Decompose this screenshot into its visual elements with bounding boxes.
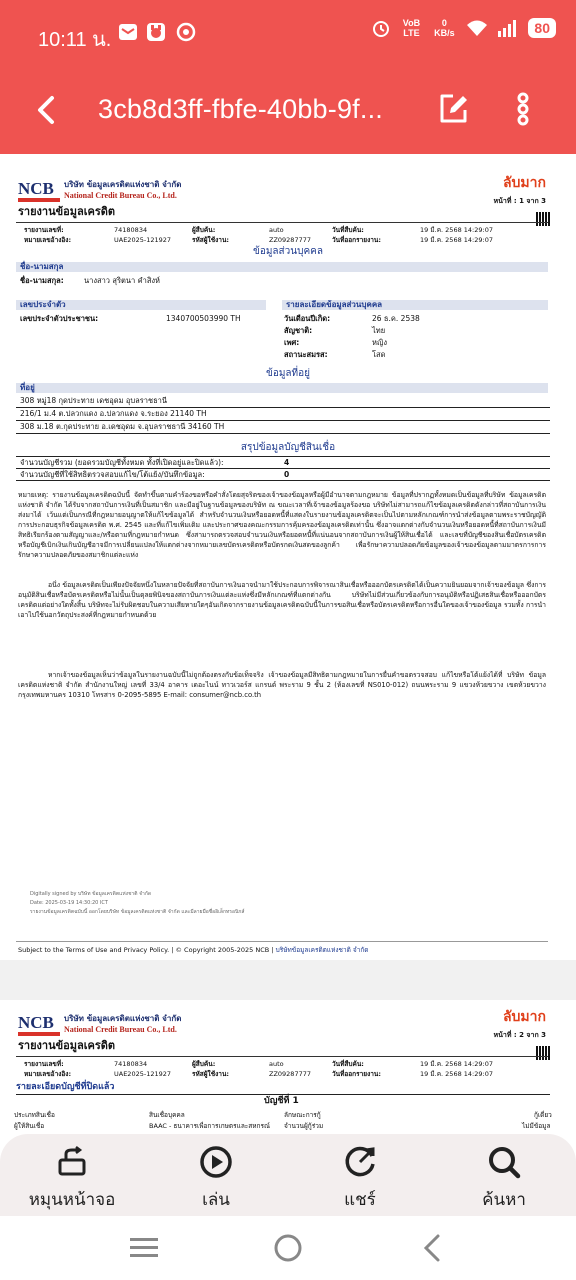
header-field: รหัสผู้ใช้งาน:	[192, 1070, 230, 1078]
account-title: บัญชีที่ 1	[264, 1096, 299, 1106]
qr-code	[536, 212, 550, 226]
ncb-logo: NCB	[18, 180, 60, 204]
header-field: วันที่สืบค้น:	[332, 1060, 364, 1068]
page-number: หน้าที่ : 2 จาก 3	[493, 1031, 546, 1039]
header-field: วันที่ออกรายงาน:	[332, 236, 381, 244]
summary-label: จำนวนบัญชีรวม (ยอดรวมบัญชีทั้งหมด ทั้งที่เปิดอยู่และปิดแล้ว):	[20, 458, 224, 467]
header-value: ZZ09287777	[269, 1070, 311, 1078]
github-notification-icon	[146, 22, 166, 42]
detail-field: สถานะสมรส:	[284, 350, 328, 359]
header-value: auto	[269, 1060, 284, 1068]
disclaimer-paragraph: อนึ่ง ข้อมูลเครดิตเป็นเพียงปัจจัยหนึ่งในหลายปัจจัยที่สถาบันการเงินอาจนำมาใช้ประกอบการพิจารณาสินเชื่อหรือออกบัตรเครดิตได้เป็นความยินยอมจากเจ้าของข้อมูล ซึ่งการอนุมัติสินเชื่อหรือบัตรเครดิตหรือไม่นั้นเป็นดุลยพินิจของสถาบันการเงินแต่ละแห่งซึ่งมีหลักเกณฑ์ที่แตกต่างกัน บริษัทไม่มีส่วนเกี่ยวข้องกับการอนุมัติหรือปฏิเสธสินเชื่อหรือออกบัตรเครดิตแต่อย่างใดทั้งสิ้น บริษัทจะไม่รับผิดชอบในความเสียหายใดๆอันเกิดจากรายงานข้อมูลเครดิตฉบับนี้ในการขอสินเชื่อหรือบัตรเครดิตหรือการอื่นใดของเจ้าของข้อมูล รวมทั้ง การนำเอาไปใช้นอกวัตถุประสงค์ที่กฎหมายกำหนดด้วย	[18, 581, 546, 619]
mail-notification-icon	[118, 22, 138, 42]
header-value: 19 มี.ค. 2568 14:29:07	[420, 1070, 493, 1078]
address-row: 216/1 ม.4 ต.ปลวกแดง อ.ปลวกแดง จ.ระยอง 21140 TH	[20, 409, 207, 418]
battery-level: 80	[528, 18, 556, 38]
divider	[16, 480, 550, 481]
wifi-icon	[466, 18, 488, 38]
id-heading: เลขประจำตัว	[16, 300, 266, 310]
rotate-screen-button[interactable]	[12, 1144, 132, 1213]
detail-field: สัญชาติ:	[284, 326, 313, 335]
detail-value: โสด	[372, 350, 386, 359]
play-icon	[198, 1144, 234, 1180]
closed-accounts-heading: รายละเอียดบัญชีที่ปิดแล้ว	[16, 1082, 115, 1092]
account-value: ไม่มีข้อมูล	[522, 1122, 551, 1130]
detail-value: 26 ธ.ค. 2538	[372, 314, 420, 323]
header-field: วันที่ออกรายงาน:	[332, 1070, 381, 1078]
pdf-page-1	[14, 176, 562, 966]
account-field: ผู้ให้สินเชื่อ	[14, 1122, 45, 1130]
document-title: 3cb8d3ff-fbfe-40bb-9f...	[98, 94, 383, 124]
rotate-screen-icon	[54, 1144, 90, 1180]
header-value: 19 มี.ค. 2568 14:29:07	[420, 226, 493, 234]
confidential-label: ลับมาก	[502, 175, 546, 191]
section-title: สรุปข้อมูลบัญชีสินเชื่อ	[240, 442, 336, 453]
header-value: UAE2025-121927	[114, 1070, 172, 1078]
id-field: เลขประจำตัวประชาชน:	[20, 314, 99, 323]
recent-apps-icon[interactable]	[128, 1234, 160, 1262]
address-row: 308 หมู่18 กุดประทาย เดชอุดม อุบลราชธานี	[20, 396, 168, 405]
app-bar	[0, 68, 576, 154]
search-icon	[486, 1144, 522, 1180]
header-field: หมายเลขอ้างอิง:	[24, 1070, 72, 1078]
toolbar-label: ค้นหา	[482, 1190, 526, 1210]
header-value: UAE2025-121927	[114, 236, 172, 244]
contact-paragraph: หากเจ้าของข้อมูลเห็นว่าข้อมูลในรายงานฉบับนี้ไม่ถูกต้องตรงกับข้อเท็จจริง เจ้าของข้อมูลมีสิทธิตามกฎหมายในการยื่นคำขอตรวจสอบ แก้ไขหรือโต้แย้งได้ที่ บริษัท ข้อมูลเครดิตแห่งชาติ จำกัด สำนักงานใหญ่ เลขที่ 33/4 อาคาร เดอะไนน์ ทาวเวอร์ส แกรนด์ พระราม 9 ชั้น 2 (ห้องเลขที่ NS010-012) ถนนพระราม 9 แขวงห้วยขวาง เขตห้วยขวาง กรุงเทพมหานคร 10310 โทรสาร 0-2095-5895 E-mail: consumer@ncb.co.th	[18, 671, 546, 699]
account-field: จำนวนผู้กู้ร่วม	[284, 1122, 324, 1130]
confidential-label: ลับมาก	[502, 1009, 546, 1025]
company-name-th: บริษัท ข้อมูลเครดิตแห่งชาติ จำกัด	[64, 180, 182, 189]
header-field: รายงานเลขที่:	[24, 226, 64, 234]
home-icon[interactable]	[272, 1232, 304, 1264]
page-gap	[0, 960, 576, 1000]
page-number: หน้าที่ : 1 จาก 3	[493, 197, 546, 205]
play-button[interactable]	[156, 1144, 276, 1213]
detail-field: วันเดือนปีเกิด:	[284, 314, 331, 323]
digital-signature-line: รายงานข้อมูลเครดิตฉบับนี้ ออกโดยบริษัท ข้อมูลเครดิตแห่งชาติ จำกัด และมีลายมือชื่ออิเล็กทรอนิกส์	[30, 909, 245, 915]
search-button[interactable]	[444, 1144, 564, 1213]
network-speed: 0 KB/s	[434, 18, 455, 38]
back-arrow-icon[interactable]	[28, 90, 68, 130]
detail-value: หญิง	[372, 338, 387, 347]
header-field: หมายเลขอ้างอิง:	[24, 236, 72, 244]
address-heading: ที่อยู่	[16, 383, 548, 393]
divider	[16, 420, 550, 421]
volte-indicator: VoB LTE	[402, 18, 421, 38]
header-value: 19 มี.ค. 2568 14:29:07	[420, 1060, 493, 1068]
header-value: ZZ09287777	[269, 236, 311, 244]
header-field: ผู้สืบค้น:	[192, 226, 216, 234]
header-value: 74180834	[114, 226, 148, 234]
account-value: สินเชื่อบุคคล	[149, 1111, 185, 1119]
name-heading: ชื่อ-นามสกุล	[16, 262, 548, 272]
divider	[16, 941, 548, 942]
divider	[16, 222, 548, 223]
divider	[16, 433, 550, 434]
digital-signature-line: Digitally signed by บริษัท ข้อมูลเครดิตแห่งชาติ จำกัด	[30, 891, 152, 897]
detail-heading: รายละเอียดข้อมูลส่วนบุคคล	[282, 300, 548, 310]
detail-value: ไทย	[372, 326, 386, 335]
system-navigation-bar	[0, 1216, 576, 1280]
company-name-en: National Credit Bureau Co., Ltd.	[64, 191, 177, 200]
summary-value: 4	[284, 458, 290, 467]
status-icons	[371, 18, 556, 38]
share-icon	[342, 1144, 378, 1180]
summary-value: 0	[284, 470, 290, 479]
header-value: 19 มี.ค. 2568 14:29:07	[420, 236, 493, 244]
alarm-icon	[371, 18, 391, 38]
id-value: 1340700503990 TH	[166, 314, 241, 323]
chrome-notification-icon	[176, 22, 196, 42]
address-row: 308 ม.18 ต.กุดประทาย อ.เดชอุดม จ.อุบลราชธานี 34160 TH	[20, 422, 225, 431]
section-title: ข้อมูลส่วนบุคคล	[253, 246, 323, 257]
digital-signature-line: Date: 2025-03-19 14:30:20 ICT	[30, 900, 108, 906]
divider	[16, 1056, 548, 1057]
detail-field: เพศ:	[284, 338, 300, 347]
name-field: ชื่อ-นามสกุล:	[20, 276, 64, 285]
account-field: ประเภทสินเชื่อ	[14, 1111, 55, 1119]
remark-paragraph: หมายเหตุ: รายงานข้อมูลเครดิตฉบับนี้ จัดทำขึ้นตามคำร้องขอหรือคำสั่งโดยสุจริตของเจ้าของข้อมูลหรือผู้มีอำนาจตามกฎหมาย ข้อมูลที่ปรากฏทั้งหมดเป็นข้อมูลที่บริษัท ข้อมูลเครดิตแห่งชาติ จำกัด ได้รับจากสถาบันการเงินที่เป็นสมาชิก และมีอยู่ในฐานข้อมูลของบริษัท ณ ขณะเวลาที่เจ้าของข้อมูลร้องขอ บริษัทไม่สามารถแก้ไขข้อมูลเครดิตดังกล่าวที่สถาบันการเงินส่งมาได้ เว้นแต่เป็นกรณีที่กฎหมายอนุญาตให้แก้ไขข้อมูลได้ สำหรับจำนวนเงินหรือยอดหนี้ที่แสดงในรายงานข้อมูลเครดิตจะเป็นไปตามหลักเกณฑ์การนำส่งข้อมูลตามพระราชบัญญัติการประกอบธุรกิจข้อมูลเครดิต พ.ศ. 2545 และที่แก้ไขเพิ่มเติม และประกาศของคณะกรรมการคุ้มครองข้อมูลเครดิตเท่านั้น ซึ่งอาจแตกต่างกับจำนวนเงินหรือยอดหนี้ที่สถาบันการเงินมีสิทธิเรียกร้องตามสัญญาและ/หรือตามที่กฎหมายกำหนด ซึ่งสามารถตรวจสอบจำนวนเงินหรือยอดหนี้ที่แน่นอนจากสถาบันการเงินผู้ให้สินเชื่อได้ และเลขที่บัญชีของสินเชื่อบัตรเครดิตหรือบัญชีเบิกเงินเกินบัญชีอาจมีการเปลี่ยนแปลงให้แตกต่างจากหมายเลขบัตรเครดิตหรือบัตรกดเงินสดของลูกค้า เพื่อรักษาความปลอดภัยข้อมูลของเจ้าของข้อมูลตามมาตรการการรักษาความปลอดภัยของสมาชิกแต่ละแห่ง	[18, 491, 546, 559]
header-value: 74180834	[114, 1060, 148, 1068]
section-title: ข้อมูลที่อยู่	[265, 368, 311, 379]
share-button[interactable]	[300, 1144, 420, 1213]
toolbar-label: เล่น	[202, 1190, 230, 1210]
footer-link[interactable]: บริษัทข้อมูลเครดิตแห่งชาติ จำกัด	[275, 946, 369, 954]
divider	[16, 407, 550, 408]
account-value: BAAC - ธนาคารเพื่อการเกษตรและสหกรณ์	[149, 1122, 270, 1130]
company-name-th: บริษัท ข้อมูลเครดิตแห่งชาติ จำกัด	[64, 1014, 182, 1023]
divider	[16, 456, 550, 457]
edit-icon[interactable]	[437, 92, 469, 126]
divider	[16, 1094, 550, 1095]
name-value: นางสาว สุริตนา คำสิงห์	[84, 276, 160, 285]
header-field: รหัสผู้ใช้งาน:	[192, 236, 230, 244]
pdf-viewer[interactable]	[0, 154, 576, 1280]
page-footer: Subject to the Terms of Use and Privacy Policy. | © Copyright 2005-2025 NCB | บริษัทข้อมูลเครดิตแห่งชาติ จำกัด	[18, 946, 369, 954]
divider	[16, 468, 550, 469]
account-field: ลักษณะการกู้	[284, 1111, 321, 1119]
back-nav-icon[interactable]	[420, 1232, 444, 1264]
account-value: กู้เดี่ยว	[534, 1111, 552, 1119]
report-title: รายงานข้อมูลเครดิต	[18, 1039, 116, 1052]
report-title: รายงานข้อมูลเครดิต	[18, 205, 116, 218]
more-options-icon[interactable]	[508, 92, 538, 126]
header-field: รายงานเลขที่:	[24, 1060, 64, 1068]
status-time: 10:11 น.	[38, 29, 112, 51]
company-name-en: National Credit Bureau Co., Ltd.	[64, 1025, 177, 1034]
header-field: ผู้สืบค้น:	[192, 1060, 216, 1068]
ncb-logo: NCB	[18, 1014, 60, 1038]
header-field: วันที่สืบค้น:	[332, 226, 364, 234]
qr-code	[536, 1046, 550, 1060]
toolbar-label: แชร์	[344, 1190, 376, 1210]
summary-label: จำนวนบัญชีที่ใช้สิทธิตรวจสอบแก้ไข/โต้แย้ง/บันทึกข้อมูล:	[20, 470, 205, 479]
toolbar-label: หมุนหน้าจอ	[28, 1190, 116, 1210]
signal-icon	[497, 18, 519, 38]
bottom-toolbar	[0, 1134, 576, 1216]
status-bar	[0, 0, 576, 68]
header-value: auto	[269, 226, 284, 234]
